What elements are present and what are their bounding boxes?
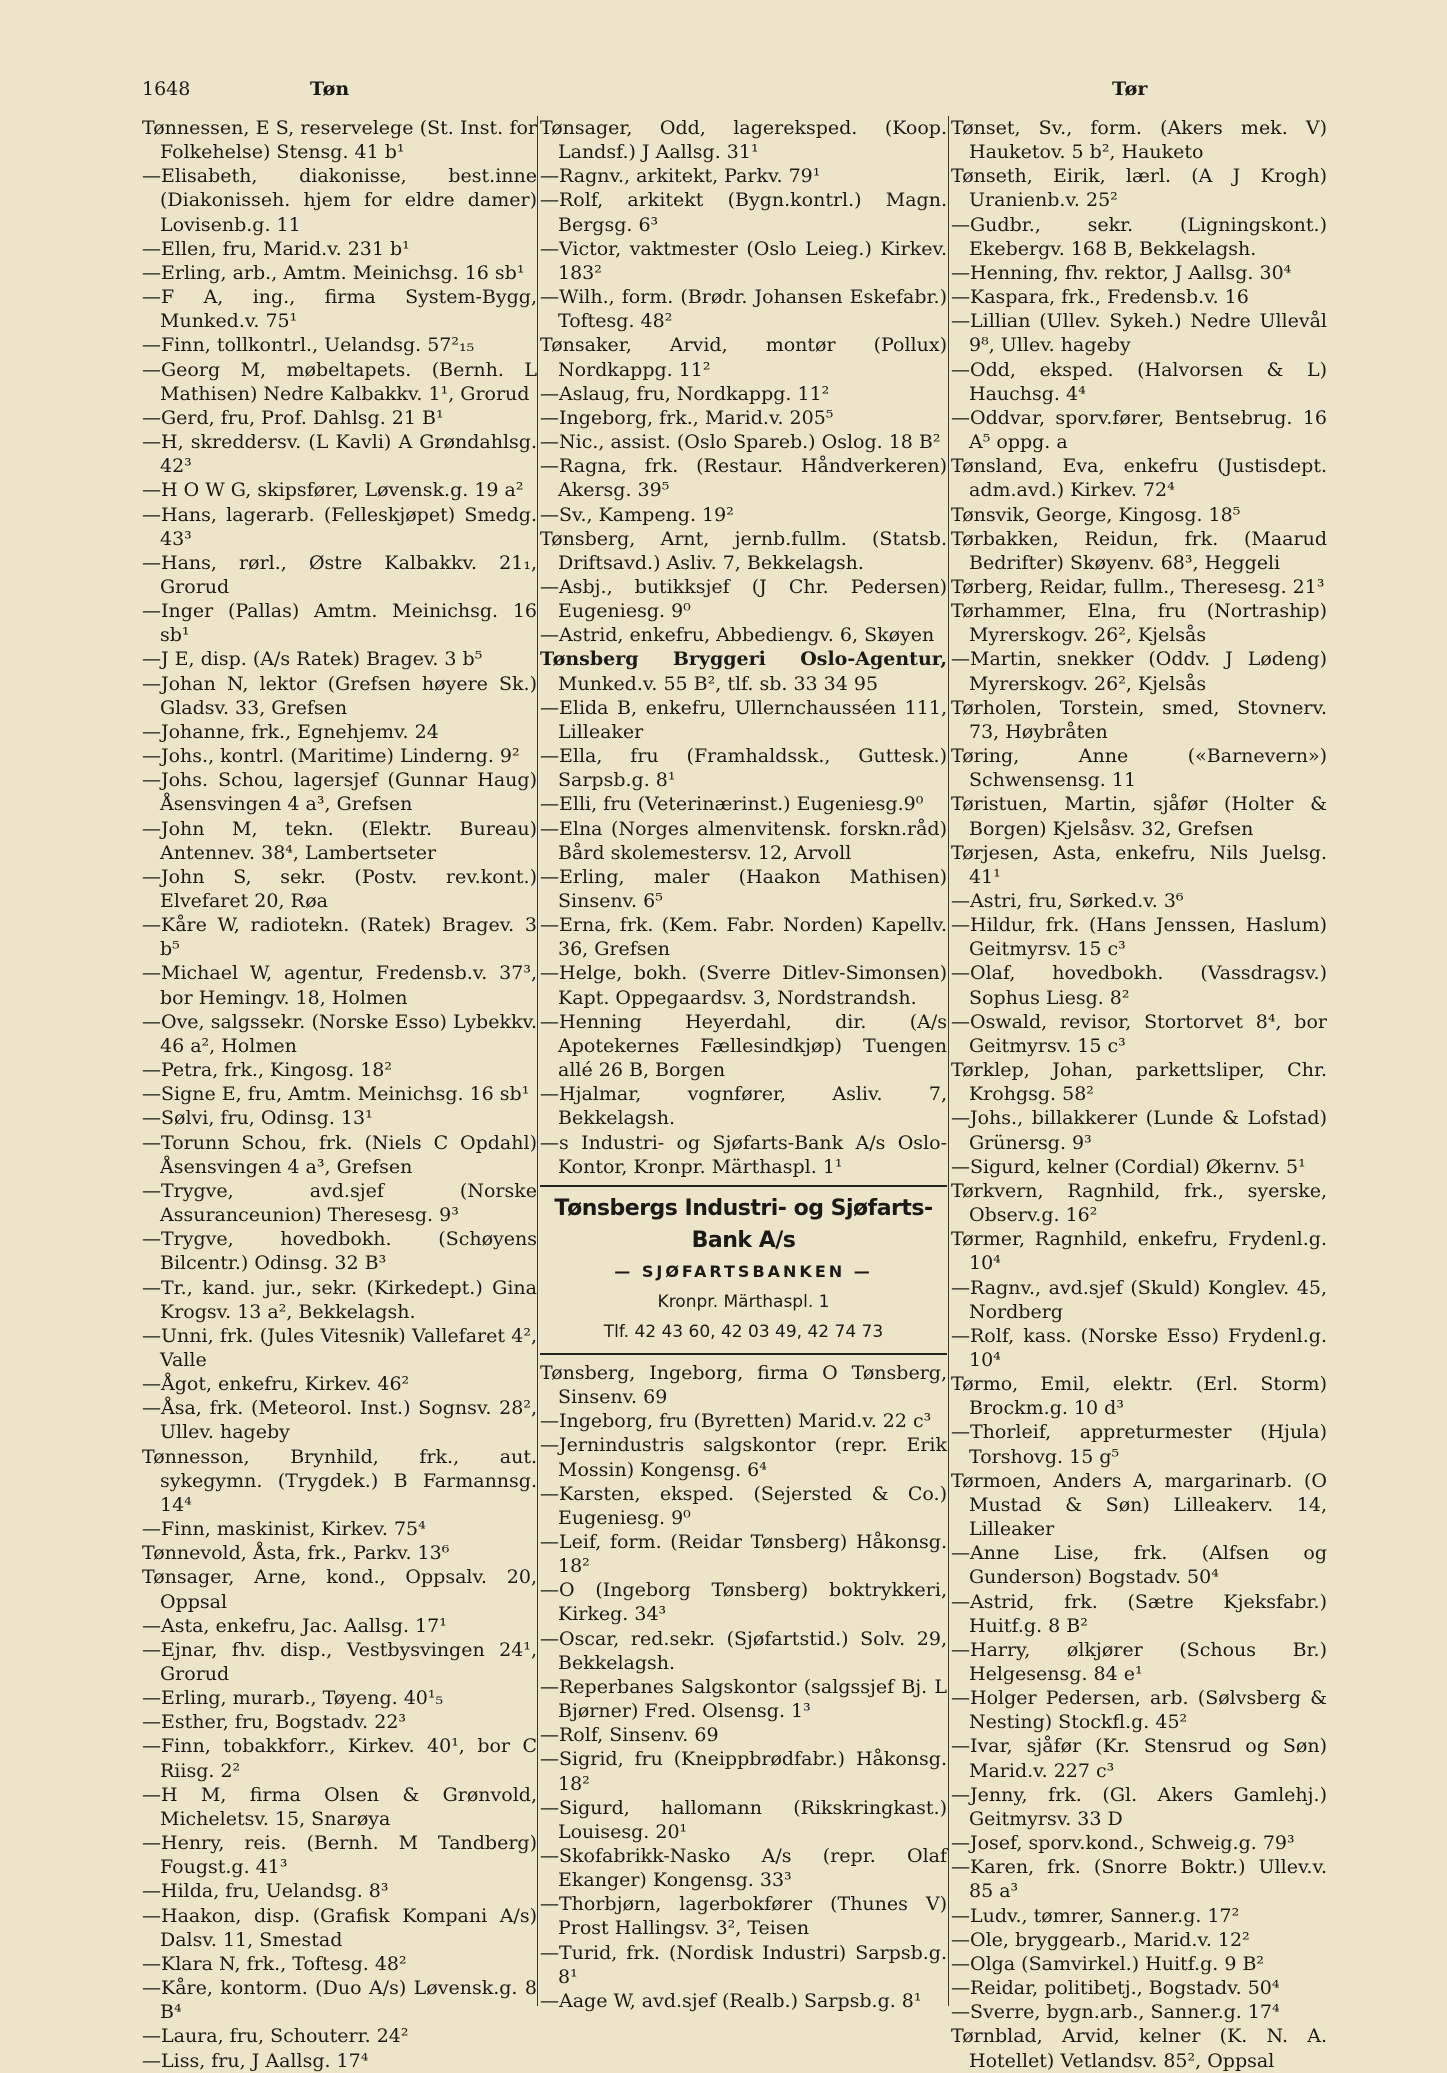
directory-entry: —Finn, tollkontrl., Uelandsg. 57²₁₅ bbox=[142, 334, 475, 357]
directory-entry: —Ivar, sjåfør (Kr. Stensrud og Søn) Marid.v. 227 c³ bbox=[951, 1735, 1327, 1782]
directory-entry: —Anne Lise, frk. (Alfsen og Gunderson) Bogstadv. 50⁴ bbox=[951, 1542, 1327, 1589]
directory-entry: —Henning, fhv. rektor, J Aallsg. 30⁴ bbox=[951, 261, 1292, 284]
directory-entry: —Olga (Samvirkel.) Huitf.g. 9 B² bbox=[951, 1952, 1265, 1975]
ad-phone: Tlf. 42 43 60, 42 03 49, 42 74 73 bbox=[603, 1321, 884, 1342]
directory-entry: —Martin, snekker (Oddv. J Lødeng) Myrerskogv. 26², Kjelsås bbox=[951, 648, 1327, 695]
column-middle-mid bbox=[540, 696, 947, 1179]
directory-entry: —Asbj., butikksjef (J Chr. Pedersen) Eugeniesg. 9⁰ bbox=[540, 575, 947, 623]
directory-entry: Tønsvik, George, Kingosg. 18⁵ bbox=[951, 503, 1241, 526]
directory-entry: —Aage W, avd.sjef (Realb.) Sarpsb.g. 8¹ bbox=[540, 1989, 922, 2012]
directory-entry: —Johs. Schou, lagersjef (Gunnar Haug) Åsensvingen 4 a³, Grefsen bbox=[142, 769, 537, 816]
column-divider bbox=[537, 116, 538, 2006]
directory-entry: —Erling, maler (Haakon Mathisen) Sinsenv. 6⁵ bbox=[540, 865, 947, 912]
directory-entry: —Ove, salgssekr. (Norske Esso) Lybekkv. 46 a², Holmen bbox=[142, 1010, 537, 1057]
directory-entry: —Ingeborg, fru (Byretten) Marid.v. 22 c³ bbox=[540, 1410, 932, 1433]
directory-entry: —Elida B, enkefru, Ullernchausséen 111, Lilleaker bbox=[540, 696, 947, 743]
directory-entry: —O (Ingeborg Tønsberg) boktrykkeri, Kirkeg. 34³ bbox=[540, 1579, 947, 1626]
directory-entry-bold bbox=[540, 647, 947, 695]
directory-entry: —H M, firma Olsen & Grønvold, Micheletsv. 15, Snarøya bbox=[142, 1783, 537, 1830]
directory-entry: —Kaspara, frk., Fredensb.v. 16 bbox=[951, 286, 1249, 309]
directory-entry: —Johs., kontrl. (Maritime) Linderng. 9² bbox=[142, 745, 520, 768]
directory-entry: —Erling, arb., Amtm. Meinichsg. 16 sb¹ bbox=[142, 261, 525, 284]
directory-entry: —Sigrid, fru (Kneippbrødfabr.) Håkonsg. 18² bbox=[540, 1748, 947, 1795]
directory-entry: —Michael W, agentur, Fredensb.v. 37³, bor Hemingv. 18, Holmen bbox=[142, 962, 537, 1009]
directory-entry: Tønnessen, E S, reservelege (St. Inst. for Folkehelse) Stensg. 41 b¹ bbox=[142, 117, 537, 164]
directory-entry: —Signe E, fru, Amtm. Meinichsg. 16 sb¹ bbox=[142, 1083, 530, 1106]
directory-entry: —Hjalmar, vognfører, Asliv. 7, Bekkelagsh. bbox=[540, 1083, 947, 1130]
directory-entry: —Elna (Norges almenvitensk. forskn.råd) Bård skolemestersv. 12, Arvoll bbox=[540, 817, 947, 864]
directory-entry: Tørnblad, Arvid, kelner (K. N. A. Hotellet) Vetlandsv. 85², Oppsal bbox=[951, 2025, 1327, 2072]
directory-entry: —s Industri- og Sjøfarts-Bank A/s Oslo-Kontor, Kronpr. Märthaspl. 1¹ bbox=[540, 1131, 947, 1178]
column-divider bbox=[948, 116, 949, 2006]
directory-entry: —Erna, frk. (Kem. Fabr. Norden) Kapellv. 36, Grefsen bbox=[540, 914, 947, 961]
directory-entry: —Sølvi, fru, Odinsg. 13¹ bbox=[142, 1107, 373, 1130]
left-guide-word: Tøn bbox=[310, 78, 350, 100]
directory-entry: —Hans, lagerarb. (Felleskjøpet) Smedg. 43³ bbox=[142, 503, 537, 550]
directory-entry: Tørberg, Reidar, fullm., Theresesg. 21³ bbox=[951, 575, 1325, 598]
directory-entry: Tørholen, Torstein, smed, Stovnerv. 73, Høybråten bbox=[951, 696, 1327, 743]
directory-entry: —Astrid, enkefru, Abbediengv. 6, Skøyen bbox=[540, 624, 935, 647]
directory-entry: —Haakon, disp. (Grafisk Kompani A/s) Dalsv. 11, Smestad bbox=[142, 1904, 537, 1951]
directory-entry: —Sverre, bygn.arb., Sanner.g. 17⁴ bbox=[951, 2001, 1280, 2024]
directory-entry: —Thorleif, appreturmester (Hjula) Torshovg. 15 g⁵ bbox=[951, 1421, 1327, 1468]
directory-entry: —Johs., billakkerer (Lunde & Lofstad) Grünersg. 9³ bbox=[951, 1107, 1327, 1154]
directory-entry: —Liss, fru, J Aallsg. 17⁴ bbox=[142, 2049, 369, 2072]
directory-entry: —Ludv., tømrer, Sanner.g. 17² bbox=[951, 1904, 1240, 1927]
directory-entry: —Oswald, revisor, Stortorvet 8⁴, bor Geitmyrsv. 15 c³ bbox=[951, 1010, 1327, 1057]
directory-entry: —Holger Pedersen, arb. (Sølvsberg & Nesting) Stockfl.g. 45² bbox=[951, 1687, 1327, 1734]
directory-entry: —Ågot, enkefru, Kirkev. 46² bbox=[142, 1373, 410, 1396]
directory-entry: Tørmer, Ragnhild, enkefru, Frydenl.g. 10⁴ bbox=[951, 1228, 1327, 1275]
directory-entry: —Jenny, frk. (Gl. Akers Gamlehj.) Geitmyrsv. 33 D bbox=[951, 1783, 1327, 1830]
directory-entry: —Ella, fru (Framhaldssk., Guttesk.) Sarpsb.g. 8¹ bbox=[540, 745, 947, 792]
directory-entry: —Odd, eksped. (Halvorsen & L) Hauchsg. 4⁴ bbox=[951, 358, 1327, 405]
directory-entry: —John S, sekr. (Postv. rev.kont.) Elvefaret 20, Røa bbox=[142, 865, 537, 912]
directory-entry: —John M, tekn. (Elektr. Bureau) Antennev. 38⁴, Lambertseter bbox=[142, 817, 537, 864]
directory-entry: —Jernindustris salgskontor (repr. Erik Mossin) Kongensg. 6⁴ bbox=[540, 1434, 947, 1481]
directory-entry: Tønsberg, Arnt, jernb.fullm. (Statsb. Driftsavd.) Asliv. 7, Bekkelagsh. bbox=[540, 527, 947, 574]
directory-entry: —Ellen, fru, Marid.v. 231 b¹ bbox=[142, 237, 410, 260]
directory-entry: —Klara N, frk., Toftesg. 48² bbox=[142, 1952, 407, 1975]
ad-title: Tønsbergs Industri- og Sjøfarts-Bank A/s bbox=[554, 1195, 933, 1253]
page-number: 1648 bbox=[142, 78, 191, 100]
directory-entry: —Karen, frk. (Snorre Boktr.) Ullev.v. 85 a³ bbox=[951, 1856, 1327, 1903]
ad-address: Kronpr. Märthaspl. 1 bbox=[657, 1291, 830, 1312]
directory-entry: —Finn, maskinist, Kirkev. 75⁴ bbox=[142, 1518, 426, 1541]
directory-entry: —Leif, form. (Reidar Tønsberg) Håkonsg. 18² bbox=[540, 1530, 947, 1578]
directory-entry: —Hans, rørl., Østre Kalbakkv. 21₁, Grorud bbox=[142, 551, 537, 598]
directory-entry: —Rolf, Sinsenv. 69 bbox=[540, 1724, 719, 1747]
directory-entry: —Ole, bryggearb., Marid.v. 12² bbox=[951, 1928, 1250, 1951]
column-left bbox=[142, 116, 537, 2073]
directory-entry: Tønnesson, Brynhild, frk., aut. sykegymn. (Trygdek.) B Farmannsg. 14⁴ bbox=[142, 1445, 537, 1516]
directory-entry: —Petra, frk., Kingosg. 18² bbox=[142, 1059, 392, 1082]
directory-entry: —H, skreddersv. (L Kavli) A Grøndahlsg. 42³ bbox=[142, 431, 537, 478]
bold-entry-name: Tønsberg Bryggeri Oslo-Agentur, bbox=[540, 648, 947, 671]
ad-subtitle: — SJØFARTSBANKEN — bbox=[614, 1261, 873, 1281]
directory-entry: —J E, disp. (A/s Ratek) Bragev. 3 b⁵ bbox=[142, 648, 483, 671]
column-right bbox=[951, 116, 1327, 2073]
bank-advertisement bbox=[540, 1185, 947, 1355]
directory-entry: —Sv., Kampeng. 19² bbox=[540, 503, 734, 526]
directory-entry: Tørmoen, Anders A, margarinarb. (O Mustad & Søn) Lilleakerv. 14, Lilleaker bbox=[951, 1469, 1327, 1541]
directory-entry: —Ejnar, fhv. disp., Vestbysvingen 24¹, Grorud bbox=[142, 1638, 537, 1685]
directory-entry: —Georg M, møbeltapets. (Bernh. L Mathisen) Nedre Kalbakkv. 1¹, Grorud bbox=[142, 358, 537, 405]
directory-entry: —Finn, tobakkforr., Kirkev. 40¹, bor C Riisg. 2² bbox=[142, 1735, 537, 1782]
directory-entry: —Henning Heyerdahl, dir. (A/s Apotekernes Fællesindkjøp) Tuengen allé 26 B, Borgen bbox=[540, 1010, 947, 1082]
directory-entry: —Reperbanes Salgskontor (salgssjef Bj. L Bjørner) Fred. Olsensg. 1³ bbox=[540, 1675, 947, 1723]
directory-entry: —Gerd, fru, Prof. Dahlsg. 21 B¹ bbox=[142, 406, 444, 429]
directory-entry: —Lillian (Ullev. Sykeh.) Nedre Ullevål 9⁸, Ullev. hageby bbox=[951, 310, 1327, 357]
directory-entry: —Ingeborg, frk., Marid.v. 205⁵ bbox=[540, 406, 834, 429]
directory-entry: —Ragnv., arkitekt, Parkv. 79¹ bbox=[540, 165, 821, 188]
directory-entry: —Johanne, frk., Egnehjemv. 24 bbox=[142, 720, 439, 743]
directory-entry: Tørjesen, Asta, enkefru, Nils Juelsg. 41¹ bbox=[951, 841, 1327, 888]
directory-entry: —Esther, fru, Bogstadv. 22³ bbox=[142, 1711, 407, 1734]
directory-entry: —Karsten, eksped. (Sejersted & Co.) Eugeniesg. 9⁰ bbox=[540, 1482, 947, 1529]
directory-entry: Tønsberg, Ingeborg, firma O Tønsberg, Sinsenv. 69 bbox=[540, 1361, 947, 1409]
directory-entry: —Oscar, red.sekr. (Sjøfartstid.) Solv. 29, Bekkelagsh. bbox=[540, 1627, 947, 1674]
directory-entry: Tønsaker, Arvid, montør (Pollux) Nordkappg. 11² bbox=[540, 334, 947, 381]
directory-entry: Tønset, Sv., form. (Akers mek. V) Hauketov. 5 b², Hauketo bbox=[951, 117, 1327, 164]
directory-entry: Tørbakken, Reidun, frk. (Maarud Bedrifter) Skøyenv. 68³, Heggeli bbox=[951, 527, 1327, 574]
directory-entry: —Laura, fru, Schouterr. 24² bbox=[142, 2025, 409, 2048]
directory-entry: —Harry, ølkjører (Schous Br.) Helgesensg. 84 e¹ bbox=[951, 1638, 1327, 1685]
column-middle-bottom bbox=[540, 1361, 947, 2013]
directory-entry: Tøring, Anne («Barnevern») Schwensensg. 11 bbox=[951, 745, 1327, 792]
directory-entry: —Trygve, avd.sjef (Norske Assuranceunion) Theresesg. 9³ bbox=[142, 1179, 537, 1227]
directory-entry: Tørhammer, Elna, fru (Nortraship) Myrerskogv. 26², Kjelsås bbox=[951, 600, 1327, 647]
directory-entry: —Kåre, kontorm. (Duo A/s) Løvensk.g. 8 B⁴ bbox=[142, 1977, 537, 2024]
directory-entry: —Aslaug, fru, Nordkappg. 11² bbox=[540, 382, 830, 405]
directory-entry: —Nic., assist. (Oslo Spareb.) Oslog. 18 B² bbox=[540, 431, 941, 454]
directory-entry: Tøristuen, Martin, sjåfør (Holter & Borgen) Kjelsåsv. 32, Grefsen bbox=[951, 793, 1327, 840]
directory-entry: —Victor, vaktmester (Oslo Leieg.) Kirkev. 183² bbox=[540, 237, 947, 284]
directory-entry: —Astri, fru, Sørked.v. 3⁶ bbox=[951, 890, 1184, 912]
directory-entry: —Gudbr., sekr. (Ligningskont.) Ekebergv. 168 B, Bekkelagsh. bbox=[951, 213, 1327, 260]
directory-entry: Tønsager, Odd, lagereksped. (Koop. Landsf.) J Aallsg. 31¹ bbox=[540, 117, 947, 164]
directory-entry: —Astrid, frk. (Sætre Kjeksfabr.) Huitf.g. 8 B² bbox=[951, 1590, 1327, 1637]
directory-entry: —Olaf, hovedbokh. (Vassdragsv.) Sophus Liesg. 8² bbox=[951, 962, 1327, 1009]
directory-entry: —Rolf, kass. (Norske Esso) Frydenl.g. 10⁴ bbox=[951, 1324, 1327, 1371]
directory-entry: —Helge, bokh. (Sverre Ditlev-Simonsen) Kapt. Oppegaardsv. 3, Nordstrandsh. bbox=[540, 962, 947, 1009]
directory-entry: —F A, ing., firma System-Bygg, Munked.v. 75¹ bbox=[142, 286, 537, 333]
directory-entry: —Hilda, fru, Uelandsg. 8³ bbox=[142, 1880, 389, 1903]
directory-entry: —Tr., kand. jur., sekr. (Kirkedept.) Gina Krogsv. 13 a², Bekkelagsh. bbox=[142, 1276, 537, 1323]
directory-entry: —Ragna, frk. (Restaur. Håndverkeren) Akersg. 39⁵ bbox=[540, 455, 947, 502]
directory-entry: —Unni, frk. (Jules Vitesnik) Vallefaret 4², Valle bbox=[142, 1324, 537, 1371]
directory-entry: Tønnevold, Åsta, frk., Parkv. 13⁶ bbox=[142, 1542, 450, 1565]
directory-entry: —Åsa, frk. (Meteorol. Inst.) Sognsv. 28², Ullev. hageby bbox=[142, 1397, 537, 1444]
directory-entry: —Ragnv., avd.sjef (Skuld) Konglev. 45, Nordberg bbox=[951, 1276, 1327, 1323]
directory-entry: —Elli, fru (Veterinærinst.) Eugeniesg.9⁰ bbox=[540, 793, 924, 816]
directory-entry: Tørmo, Emil, elektr. (Erl. Storm) Brockm.g. 10 d³ bbox=[951, 1373, 1327, 1420]
directory-entry: —Asta, enkefru, Jac. Aallsg. 17¹ bbox=[142, 1614, 447, 1637]
directory-entry: —Hildur, frk. (Hans Jenssen, Haslum) Geitmyrsv. 15 c³ bbox=[951, 914, 1327, 961]
directory-entry: Tønseth, Eirik, lærl. (A J Krogh) Uranienb.v. 25² bbox=[951, 165, 1327, 212]
directory-entry: —H O W G, skipsfører, Løvensk.g. 19 a² bbox=[142, 479, 524, 502]
directory-entry: —Skofabrikk-Nasko A/s (repr. Olaf Ekanger) Kongensg. 33³ bbox=[540, 1845, 947, 1892]
directory-entry: —Inger (Pallas) Amtm. Meinichsg. 16 sb¹ bbox=[142, 600, 537, 647]
directory-entry: Tørkvern, Ragnhild, frk., syerske, Observ.g. 16² bbox=[951, 1179, 1327, 1227]
column-middle bbox=[540, 116, 947, 2013]
directory-entry: —Erling, murarb., Tøyeng. 40¹₅ bbox=[142, 1687, 444, 1710]
directory-entry: —Oddvar, sporv.fører, Bentsebrug. 16 A⁵ oppg. a bbox=[951, 406, 1327, 454]
directory-entry: —Turid, frk. (Nordisk Industri) Sarpsb.g. 8¹ bbox=[540, 1941, 947, 1988]
directory-entry: —Josef, sporv.kond., Schweig.g. 79³ bbox=[951, 1832, 1295, 1855]
right-guide-word: Tør bbox=[1112, 78, 1148, 100]
directory-entry: —Torunn Schou, frk. (Niels C Opdahl) Åsensvingen 4 a³, Grefsen bbox=[142, 1131, 537, 1178]
directory-entry: —Sigurd, kelner (Cordial) Økernv. 5¹ bbox=[951, 1155, 1306, 1178]
directory-entry: —Sigurd, hallomann (Rikskringkast.) Louisesg. 20¹ bbox=[540, 1796, 947, 1843]
column-middle-top bbox=[540, 116, 947, 647]
directory-entry: —Elisabeth, diakonisse, best.inne (Diakonisseh. hjem for eldre damer) Lovisenb.g. 11 bbox=[142, 165, 537, 236]
bold-entry-address: Munked.v. 55 B², tlf. sb. 33 34 95 bbox=[558, 672, 879, 695]
directory-entry: Tønsager, Arne, kond., Oppsalv. 20, Oppsal bbox=[142, 1566, 537, 1613]
directory-entry: —Thorbjørn, lagerbokfører (Thunes V) Prost Hallingsv. 3², Teisen bbox=[540, 1893, 947, 1940]
directory-entry: —Johan N, lektor (Grefsen høyere Sk.) Gladsv. 33, Grefsen bbox=[142, 672, 537, 719]
directory-entry: —Wilh., form. (Brødr. Johansen Eskefabr.) Toftesg. 48² bbox=[540, 286, 947, 333]
directory-entry: —Kåre W, radiotekn. (Ratek) Bragev. 3 b⁵ bbox=[142, 914, 537, 961]
directory-entry: Tørklep, Johan, parkettsliper, Chr. Krohgsg. 58² bbox=[951, 1059, 1327, 1106]
directory-entry: —Reidar, politibetj., Bogstadv. 50⁴ bbox=[951, 1977, 1280, 2000]
directory-entry: —Trygve, hovedbokh. (Schøyens Bilcentr.) Odinsg. 32 B³ bbox=[142, 1228, 537, 1275]
directory-entry: —Rolf, arkitekt (Bygn.kontrl.) Magn. Bergsg. 6³ bbox=[540, 189, 947, 236]
directory-entry: —Henry, reis. (Bernh. M Tandberg) Fougst.g. 41³ bbox=[142, 1832, 537, 1879]
directory-entry: Tønsland, Eva, enkefru (Justisdept. adm.avd.) Kirkev. 72⁴ bbox=[951, 455, 1327, 502]
